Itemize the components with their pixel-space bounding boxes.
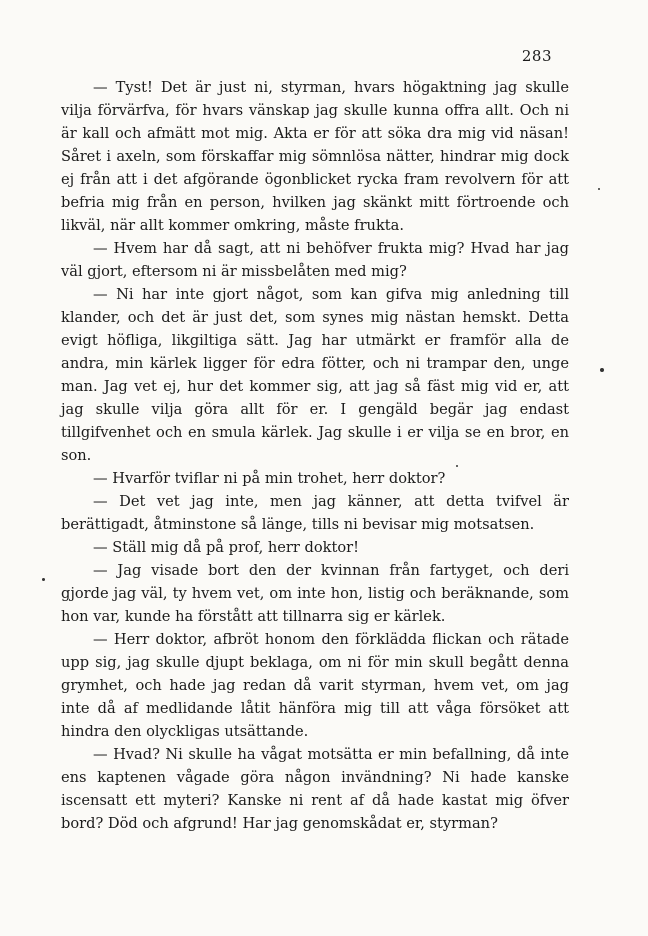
paragraph-7: — Jag visade bort den der kvinnan från fartyget, och deri gjorde jag väl, ty hvem vet, om inte hon, listig och beräknande, som hon var, kunde ha förstått att tillnarra sig er kärlek.: [61, 562, 569, 625]
paragraph-2: — Hvem har då sagt, att ni behöfver frukta mig? Hvad har jag väl gjort, eftersom ni är missbelåten med mig?: [61, 240, 569, 280]
print-speck: [598, 188, 600, 190]
print-speck: [456, 465, 458, 467]
print-speck: [600, 368, 604, 372]
page-number: 283: [521, 47, 552, 65]
paragraph-1: — Tyst! Det är just ni, styrman, hvars högaktning jag skulle vilja förvärfva, för hvars vänskap jag skulle kunna offra allt. Och ni är kall och afmätt mot mig. Akta er för att söka dra mig vid näsan! Såret i axeln, som förskaffar mig sömnlösa nätter, hindrar mig dock ej från att i det afgörande ögonblicket rycka fram revolvern för att befria mig från en person, hvilken jag skänkt mitt förtroende och likväl, när allt kommer omkring, måste frukta.: [61, 79, 569, 234]
paragraph-9: — Hvad? Ni skulle ha vågat motsätta er min befallning, då inte ens kaptenen vågade göra någon invändning? Ni hade kanske iscensatt ett myteri? Kanske ni rent af då hade kastat mig öfver bord? Död och afgrund! Har jag genomskådat er, styrman?: [61, 746, 569, 832]
paragraph-8: — Herr doktor, afbröt honom den förklädda flickan och rätade upp sig, jag skulle djupt beklaga, om ni för min skull begått denna grymhet, och hade jag redan då varit styrman, hvem vet, om jag inte då af medlidande låtit hänföra mig till att våga försöket att hindra den olyckligas utsättande.: [61, 631, 569, 740]
body-text: [61, 76, 569, 835]
paragraph-4: — Hvarför tviflar ni på min trohet, herr doktor?: [93, 470, 446, 487]
paragraph-3: — Ni har inte gjort något, som kan gifva mig anledning till klander, och det är just det, som synes mig nästan hemskt. Detta evigt höfliga, likgiltiga sätt. Jag har utmärkt er framför alla de andra, min kärlek ligger för edra fötter, och ni trampar den, unge man. Jag vet ej, hur det kommer sig, att jag så fäst mig vid er, att jag skulle vilja göra allt för er. I gengäld begär jag endast tillgifvenhet och en smula kärlek. Jag skulle i er vilja se en bror, en son.: [61, 286, 569, 464]
print-speck: [42, 578, 45, 581]
paragraph-6: — Ställ mig då på prof, herr doktor!: [93, 539, 359, 556]
paragraph-5: — Det vet jag inte, men jag känner, att detta tvifvel är berättigadt, åtminstone så länge, tills ni bevisar mig motsatsen.: [61, 493, 569, 533]
